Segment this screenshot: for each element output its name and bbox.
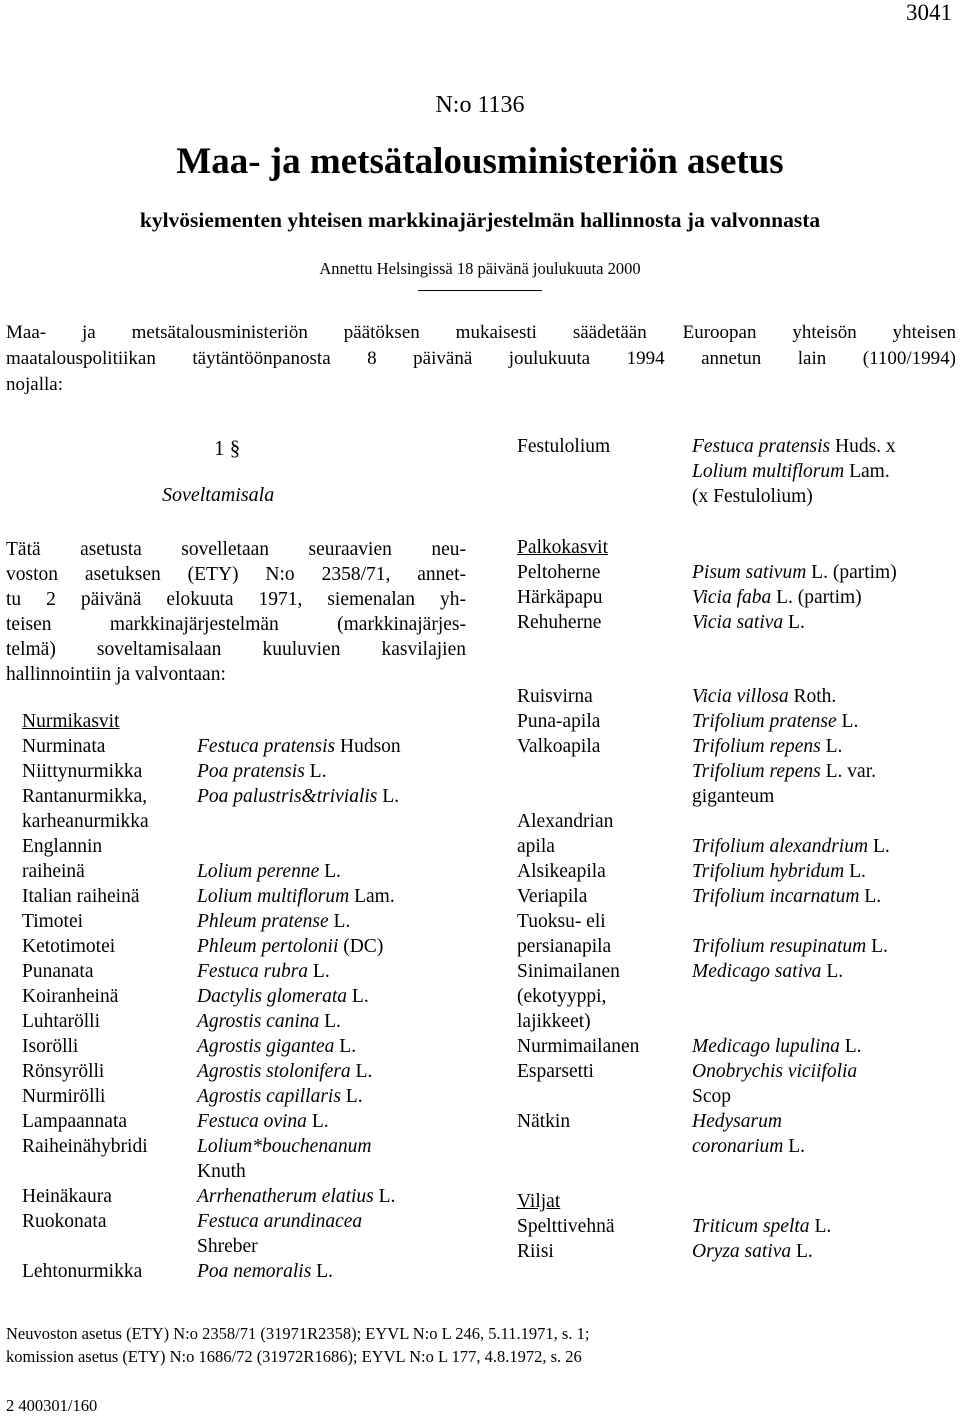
species-common-name: Tuoksu- eli xyxy=(517,911,606,932)
species-binomial xyxy=(692,587,862,609)
species-common-name: Punanata xyxy=(22,961,94,982)
species-binomial xyxy=(197,886,395,908)
species-authority: L. xyxy=(334,1036,357,1057)
species-scientific: Pisum sativum xyxy=(692,562,807,583)
species-common-name: Niittynurmikka xyxy=(22,761,143,782)
species-binomial xyxy=(692,686,836,708)
species-authority: Scop xyxy=(692,1086,731,1107)
species-authority: Knuth xyxy=(197,1161,246,1182)
species-common-name: Puna-apila xyxy=(517,711,601,732)
species-authority: L. xyxy=(791,1241,813,1262)
species-scientific: Phleum pertolonii xyxy=(197,936,339,957)
species-common-name: raiheinä xyxy=(22,861,85,882)
species-authority: L. xyxy=(311,1261,333,1282)
species-binomial xyxy=(197,986,369,1008)
section-title: Soveltamisala xyxy=(162,484,275,506)
footer-code: 2 400301/160 xyxy=(6,1396,98,1415)
paragraph-line: voston asetuksen (ETY) N:o 2358/71, annet- xyxy=(6,564,466,585)
footnote-line: Neuvoston asetus (ETY) N:o 2358/71 (31971R2358); EYVL N:o L 246, 5.11.1971, s. 1; xyxy=(6,1324,590,1343)
species-scientific: Vicia sativa xyxy=(692,612,784,633)
species-authority: L. xyxy=(373,1186,396,1207)
species-binomial xyxy=(692,886,881,908)
species-scientific: Trifolium repens xyxy=(692,761,821,782)
species-common-name: Italian raiheinä xyxy=(22,886,140,907)
species-authority: L. xyxy=(868,836,890,857)
species-common-name: Ruokonata xyxy=(22,1211,107,1232)
species-scientific: Trifolium repens xyxy=(692,736,821,757)
species-authority: L. (partim) xyxy=(771,587,862,608)
species-authority: L. xyxy=(859,886,882,907)
species-scientific: Vicia villosa xyxy=(692,686,789,707)
species-binomial xyxy=(692,961,843,983)
species-scientific: coronarium xyxy=(692,1136,784,1157)
species-common-name: Rehuherne xyxy=(517,612,602,633)
paragraph-line: telmä) soveltamisalaan kuuluvien kasvilajien xyxy=(6,639,466,660)
species-scientific: Arrhenatherum elatius xyxy=(197,1186,374,1207)
species-scientific: Festuca pratensis xyxy=(197,736,336,757)
paragraph-line: Tätä asetusta sovelletaan seuraavien neu- xyxy=(6,539,466,560)
species-scientific: Lolium multiflorum xyxy=(692,461,845,482)
species-common-name: Nurminata xyxy=(22,736,106,757)
species-authority: L. xyxy=(308,961,330,982)
species-common-name: Valkoapila xyxy=(517,736,601,757)
species-common-name: Raiheinähybridi xyxy=(22,1136,148,1157)
species-binomial xyxy=(692,1036,862,1058)
document-number: N:o 1136 xyxy=(435,92,525,118)
grasses-heading: Nurmikasvit xyxy=(22,711,120,732)
species-scientific: Agrostis gigantea xyxy=(197,1036,335,1057)
species-authority: L. xyxy=(304,761,327,782)
species-common-name: Nurmimailanen xyxy=(517,1036,640,1057)
species-authority: Hudson xyxy=(335,736,401,757)
species-authority: giganteum xyxy=(692,786,775,807)
document-title: Maa- ja metsätalousministeriön asetus xyxy=(176,141,784,182)
species-binomial xyxy=(692,562,897,584)
species-scientific: Lolium multiflorum xyxy=(197,886,350,907)
festulolium-parent-2 xyxy=(692,461,890,483)
cereals-heading: Viljat xyxy=(517,1191,561,1212)
species-binomial xyxy=(197,1211,362,1233)
species-scientific: Trifolium hybridum xyxy=(692,861,845,882)
species-common-name: Alexandrian xyxy=(517,811,614,832)
species-binomial xyxy=(692,786,774,808)
species-scientific: Poa nemoralis xyxy=(197,1261,312,1282)
title-divider xyxy=(418,290,542,291)
species-common-name: Härkäpapu xyxy=(517,587,603,608)
species-authority: L. xyxy=(844,861,866,882)
species-scientific: Trifolium alexandrium xyxy=(692,836,869,857)
species-scientific: Festuca ovina xyxy=(197,1111,307,1132)
species-binomial xyxy=(692,736,842,758)
species-binomial xyxy=(692,861,866,883)
species-authority: L. xyxy=(319,861,341,882)
species-common-name: Nurmirölli xyxy=(22,1086,106,1107)
festulolium-note: (x Festulolium) xyxy=(692,486,813,507)
species-scientific: Lolium perenne xyxy=(197,861,320,882)
species-scientific: Oryza sativa xyxy=(692,1241,792,1262)
issued-date: Annettu Helsingissä 18 päivänä joulukuuta 2000 xyxy=(319,259,641,278)
section-number: 1 § xyxy=(214,436,241,460)
species-scientific: Medicago lupulina xyxy=(692,1036,840,1057)
species-scientific: Poa palustris&trivialis xyxy=(197,786,378,807)
preamble xyxy=(6,320,956,398)
species-binomial xyxy=(197,1011,341,1033)
species-common-name: Isorölli xyxy=(22,1036,79,1057)
species-authority: L. xyxy=(347,986,369,1007)
species-authority: Lam. xyxy=(349,886,395,907)
species-binomial xyxy=(692,1216,831,1238)
species-common-name: Rönsyrölli xyxy=(22,1061,105,1082)
species-common-name: Rantanurmikka, xyxy=(22,786,148,807)
species-binomial xyxy=(692,612,805,634)
species-common-name: Lampaannata xyxy=(22,1111,128,1132)
species-scientific: Onobrychis viciifolia xyxy=(692,1061,858,1082)
paragraph-line: hallinnointiin ja valvontaan: xyxy=(6,664,226,685)
festulolium-name: Festulolium xyxy=(517,436,611,457)
species-authority: L. xyxy=(377,786,400,807)
species-scientific: Lolium*bouchenanum xyxy=(197,1136,372,1157)
species-scientific: Agrostis stolonifera xyxy=(197,1061,351,1082)
species-authority: L. xyxy=(839,1036,862,1057)
species-scientific: Vicia faba xyxy=(692,587,772,608)
species-binomial xyxy=(197,786,399,808)
species-scientific: Festuca rubra xyxy=(197,961,309,982)
species-authority: Shreber xyxy=(197,1236,258,1257)
species-scientific: Phleum pratense xyxy=(197,911,329,932)
species-binomial xyxy=(197,1111,329,1133)
species-scientific: Festuca arundinacea xyxy=(197,1211,363,1232)
species-common-name: (ekotyyppi, xyxy=(517,986,607,1007)
species-common-name: Timotei xyxy=(22,911,84,932)
document-subtitle: kylvösiementen yhteisen markkinajärjestelmän hallinnosta ja valvonnasta xyxy=(139,208,821,232)
species-binomial xyxy=(197,936,383,958)
species-common-name: Englannin xyxy=(22,836,103,857)
paragraph-line: teisen markkinajärjestelmän (markkinajärjes- xyxy=(6,614,466,635)
species-binomial xyxy=(197,736,401,758)
preamble-line: maatalouspolitiikan täytäntöönpanosta 8 päivänä joulukuuta 1994 annetun lain (1100/1994) xyxy=(6,348,956,369)
species-scientific: Poa pratensis xyxy=(197,761,305,782)
species-authority: L. xyxy=(350,1061,373,1082)
species-scientific: Agrostis capillaris xyxy=(197,1086,341,1107)
species-binomial xyxy=(197,1086,363,1108)
species-authority: L. xyxy=(319,1011,341,1032)
species-binomial xyxy=(197,1036,356,1058)
species-binomial xyxy=(197,1161,246,1183)
species-scientific: Medicago sativa xyxy=(692,961,822,982)
footnote xyxy=(6,1322,589,1368)
species-scientific: Trifolium pratense xyxy=(692,711,837,732)
species-authority: L. xyxy=(820,736,843,757)
species-authority: L. xyxy=(809,1216,832,1237)
species-scientific: Hedysarum xyxy=(692,1111,782,1132)
species-authority: L. (partim) xyxy=(806,562,897,583)
species-binomial xyxy=(692,1241,813,1263)
species-authority: L. xyxy=(866,936,888,957)
preamble-line: nojalla: xyxy=(6,374,63,395)
footnote-line: komission asetus (ETY) N:o 1686/72 (31972R1686); EYVL N:o L 177, 4.8.1972, s. 26 xyxy=(6,1347,582,1366)
species-binomial xyxy=(692,836,890,858)
species-authority: L. var. xyxy=(820,761,876,782)
species-binomial xyxy=(692,761,876,783)
species-common-name: lajikkeet) xyxy=(517,1011,591,1032)
species-binomial xyxy=(692,1111,782,1133)
species-authority: L. xyxy=(836,711,859,732)
species-authority: L. xyxy=(783,612,805,633)
page-number: 3041 xyxy=(906,0,952,25)
preamble-line: Maa- ja metsätalousministeriön päätöksen mukaisesti säädetään Euroopan yhteisön yhteisen xyxy=(6,322,956,343)
species-common-name: Nätkin xyxy=(517,1111,571,1132)
species-authority: Huds. x xyxy=(830,436,896,457)
species-binomial xyxy=(692,1086,731,1108)
species-binomial xyxy=(197,911,350,933)
species-binomial xyxy=(692,1061,857,1083)
species-common-name: Esparsetti xyxy=(517,1061,594,1082)
species-common-name: Koiranheinä xyxy=(22,986,119,1007)
species-authority: L. xyxy=(821,961,844,982)
species-binomial xyxy=(197,1136,371,1158)
species-common-name: Sinimailanen xyxy=(517,961,620,982)
species-scientific: Triticum spelta xyxy=(692,1216,810,1237)
species-scientific: Agrostis canina xyxy=(197,1011,320,1032)
species-common-name: karheanurmikka xyxy=(22,811,149,832)
species-common-name: Ruisvirna xyxy=(517,686,593,707)
species-common-name: Luhtarölli xyxy=(22,1011,100,1032)
species-binomial xyxy=(197,861,341,883)
festulolium-parent-1 xyxy=(692,436,896,458)
species-binomial xyxy=(197,1261,333,1283)
species-common-name: apila xyxy=(517,836,555,857)
species-common-name: Veriapila xyxy=(517,886,588,907)
species-common-name: Ketotimotei xyxy=(22,936,116,957)
species-scientific: Dactylis glomerata xyxy=(197,986,348,1007)
species-binomial xyxy=(692,1136,805,1158)
species-authority: L. xyxy=(783,1136,806,1157)
species-authority: L. xyxy=(328,911,351,932)
species-authority: (DC) xyxy=(338,936,384,957)
species-common-name: Spelttivehnä xyxy=(517,1216,615,1237)
section-paragraph xyxy=(6,537,466,687)
species-binomial xyxy=(197,1186,395,1208)
species-common-name: Alsikeapila xyxy=(517,861,606,882)
paragraph-line: tu 2 päivänä elokuuta 1971, siemenalan yh- xyxy=(6,589,466,610)
species-scientific: Trifolium resupinatum xyxy=(692,936,867,957)
species-common-name: Riisi xyxy=(517,1241,554,1262)
species-binomial xyxy=(692,936,888,958)
species-authority: L. xyxy=(340,1086,363,1107)
species-binomial xyxy=(197,961,330,983)
species-binomial xyxy=(197,761,326,783)
species-scientific: Festuca pratensis xyxy=(692,436,831,457)
species-scientific: Trifolium incarnatum xyxy=(692,886,860,907)
species-common-name: Heinäkaura xyxy=(22,1186,112,1207)
species-binomial xyxy=(197,1236,258,1258)
species-authority: L. xyxy=(306,1111,329,1132)
species-authority: Roth. xyxy=(788,686,837,707)
species-common-name: Lehtonurmikka xyxy=(22,1261,143,1282)
species-common-name: persianapila xyxy=(517,936,612,957)
species-common-name: Peltoherne xyxy=(517,562,601,583)
species-binomial xyxy=(692,711,858,733)
species-authority: Lam. xyxy=(844,461,890,482)
species-binomial xyxy=(197,1061,372,1083)
legumes-heading: Palkokasvit xyxy=(517,537,608,558)
